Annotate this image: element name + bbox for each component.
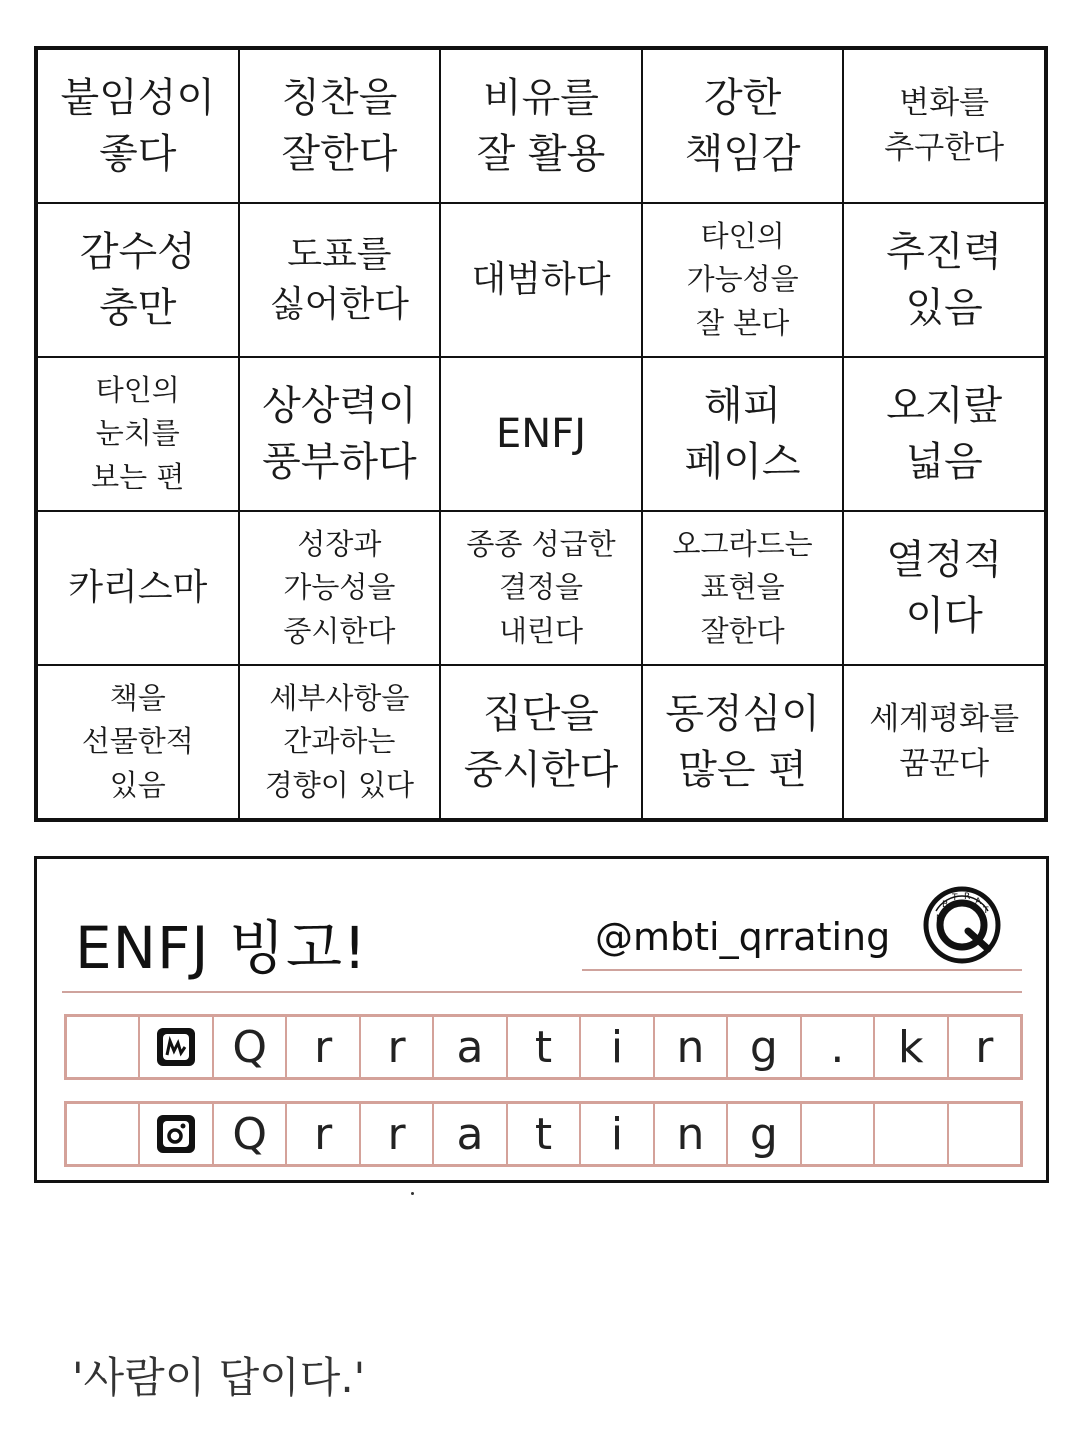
- letter-box: r: [948, 1016, 1021, 1078]
- letter-box: n: [654, 1103, 727, 1165]
- bingo-cell: 성장과 가능성을 중시한다: [239, 511, 441, 665]
- bingo-cell: 동정심이 많은 편: [642, 665, 844, 819]
- letter-box: t: [507, 1103, 580, 1165]
- bingo-cell: ENFJ: [440, 357, 642, 511]
- bingo-cell: 변화를 추구한다: [843, 49, 1045, 203]
- svg-text:T: T: [983, 906, 989, 916]
- letter-box: r: [360, 1103, 433, 1165]
- letter-box: a: [433, 1103, 506, 1165]
- bingo-cell: 책을 선물한적 있음: [37, 665, 239, 819]
- bingo-cell: 열정적 이다: [843, 511, 1045, 665]
- letter-box: k: [874, 1016, 947, 1078]
- bingo-cell: 도표를 싫어한다: [239, 203, 441, 357]
- bingo-cell: 타인의 가능성을 잘 본다: [642, 203, 844, 357]
- title-card: [34, 856, 1049, 1183]
- letter-box: .: [801, 1016, 874, 1078]
- qrrating-q-logo-icon: [922, 885, 1002, 965]
- letter-box: Q: [213, 1016, 286, 1078]
- bingo-cell: 카리스마: [37, 511, 239, 665]
- letter-box: [801, 1103, 874, 1165]
- letter-box: t: [507, 1016, 580, 1078]
- svg-text:A: A: [975, 897, 982, 907]
- bingo-cell: 타인의 눈치를 보는 편: [37, 357, 239, 511]
- letter-box: g: [727, 1103, 800, 1165]
- letter-box: [874, 1103, 947, 1165]
- bingo-title: ENFJ 빙고!: [75, 914, 368, 982]
- svg-text:T: T: [952, 893, 958, 903]
- letter-box: [66, 1103, 139, 1165]
- bingo-cell: 대범하다: [440, 203, 642, 357]
- instagram-handle[interactable]: @mbti_qrrating: [595, 915, 891, 959]
- letter-box: a: [433, 1016, 506, 1078]
- bingo-cell: 추진력 있음: [843, 203, 1045, 357]
- bingo-cell: 집단을 중시한다: [440, 665, 642, 819]
- title-divider: [62, 991, 1022, 993]
- letter-box: i: [580, 1016, 653, 1078]
- svg-text:R: R: [964, 892, 971, 902]
- bingo-cell: 오지랖 넓음: [843, 357, 1045, 511]
- stray-dot: [411, 1192, 414, 1195]
- svg-text:B: B: [942, 900, 949, 910]
- bingo-cell: 강한 책임감: [642, 49, 844, 203]
- website-app-icon: [139, 1016, 212, 1078]
- letter-box: r: [286, 1016, 359, 1078]
- bingo-cell: 세부사항을 간과하는 경향이 있다: [239, 665, 441, 819]
- bingo-cell: 종종 성급한 결정을 내린다: [440, 511, 642, 665]
- letter-box: i: [580, 1103, 653, 1165]
- handle-underline: [582, 969, 1022, 971]
- letter-box: Q: [213, 1103, 286, 1165]
- bingo-cell: 상상력이 풍부하다: [239, 357, 441, 511]
- footer-quote: '사람이 답이다.': [72, 1353, 366, 1402]
- website-letter-row: [64, 1014, 1023, 1080]
- bingo-cell: 감수성 충만: [37, 203, 239, 357]
- letter-box: r: [360, 1016, 433, 1078]
- letter-box: n: [654, 1016, 727, 1078]
- svg-text:M: M: [936, 914, 944, 924]
- bingo-grid: [34, 46, 1048, 822]
- instagram-letter-row: [64, 1101, 1023, 1167]
- letter-box: [948, 1103, 1021, 1165]
- letter-box: [66, 1016, 139, 1078]
- bingo-cell: 붙임성이 좋다: [37, 49, 239, 203]
- bingo-cell: 비유를 잘 활용: [440, 49, 642, 203]
- bingo-cell: 칭찬을 잘한다: [239, 49, 441, 203]
- bingo-cell: 세계평화를 꿈꾼다: [843, 665, 1045, 819]
- bingo-cell: 해피 페이스: [642, 357, 844, 511]
- bingo-cell: 오그라드는 표현을 잘한다: [642, 511, 844, 665]
- letter-box: r: [286, 1103, 359, 1165]
- instagram-icon: [139, 1103, 212, 1165]
- letter-box: g: [727, 1016, 800, 1078]
